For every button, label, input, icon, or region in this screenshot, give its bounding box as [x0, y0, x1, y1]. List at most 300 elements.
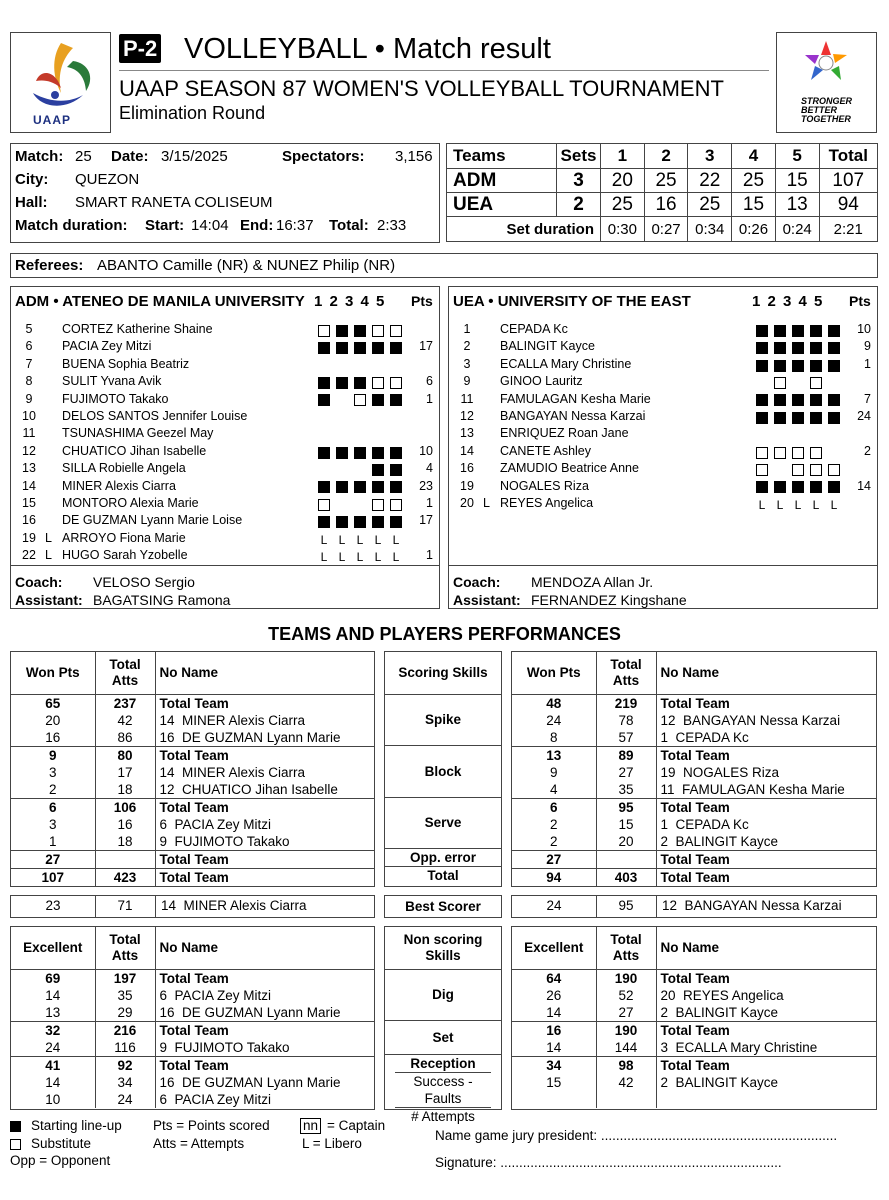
attempts-cell: 106 — [95, 798, 155, 816]
no-play-slot — [828, 429, 840, 441]
team-a-divider — [11, 565, 439, 566]
libero-set-marker: L — [812, 497, 820, 512]
substitute-icon — [354, 394, 366, 406]
attempts-cell: 95 — [596, 798, 656, 816]
col-divider — [656, 896, 657, 917]
skill-name: Serve — [385, 797, 501, 849]
starting-lineup-icon — [318, 342, 330, 354]
attempts-cell: 20 — [596, 833, 656, 851]
player-row — [455, 322, 871, 339]
no-play-slot — [372, 360, 384, 372]
player-row — [11, 816, 374, 833]
libero-set-marker: L — [320, 532, 328, 547]
player-number: 10 — [22, 409, 36, 423]
player-points: 24 — [857, 409, 871, 423]
no-play-slot — [390, 429, 402, 441]
skill-sub-label: # Attempts — [411, 1109, 475, 1125]
legend-libero: L = Libero — [302, 1136, 362, 1151]
libero-set-marker: L — [758, 497, 766, 512]
score-row-adm — [447, 169, 878, 193]
set-duration: 0:26 — [732, 217, 776, 242]
total-team-row — [11, 869, 374, 887]
assistant-label: Assistant: — [453, 592, 521, 608]
player-name: ENRIQUEZ Roan Jane — [500, 426, 629, 441]
sponsor-logo-box — [776, 32, 877, 133]
best-name: 12 BANGAYAN Nessa Karzai — [662, 898, 842, 913]
set-participation — [756, 323, 846, 337]
player-name: CORTEZ Katherine Shaine — [62, 322, 213, 336]
substitute-icon — [774, 447, 786, 459]
starting-lineup-icon — [828, 360, 840, 372]
set-participation — [756, 445, 846, 459]
skills-header: Scoring Skills — [398, 664, 488, 680]
set4-header: 4 — [732, 144, 776, 169]
value-cell: 6 — [11, 798, 95, 816]
player-name: HUGO Sarah Yzobelle — [62, 548, 188, 563]
attempts-cell: 18 — [95, 833, 155, 851]
total-points: 94 — [819, 193, 877, 217]
attempts-cell: 78 — [596, 712, 656, 729]
set1-header: 1 — [601, 144, 645, 169]
starting-lineup-icon — [810, 412, 822, 424]
no-play-slot — [336, 412, 348, 424]
no-play-slot — [774, 429, 786, 441]
starting-lineup-icon — [756, 325, 768, 337]
set-duration-label: Set duration — [447, 217, 601, 242]
player-row — [512, 816, 876, 833]
player-number: 7 — [25, 356, 33, 371]
player-name: CHUATICO Jihan Isabelle — [62, 443, 207, 458]
skill-name: Dig — [385, 969, 501, 1021]
coach-label: Coach: — [15, 574, 63, 590]
name-cell: 2 BALINGIT Kayce — [660, 834, 779, 850]
match-date: 3/15/2025 — [161, 148, 228, 165]
value-cell: 1 — [11, 833, 95, 851]
no-play-slot — [828, 377, 840, 389]
player-row — [455, 357, 871, 374]
player-row — [11, 712, 374, 729]
player-name: DELOS SANTOS Jennifer Louise — [62, 409, 248, 423]
best-name: 14 MINER Alexis Ciarra — [161, 898, 307, 913]
attempts-cell: 16 — [95, 816, 155, 833]
name-cell: Total Team — [656, 1056, 876, 1074]
teams-header: Teams — [447, 144, 557, 169]
header-row — [512, 927, 876, 969]
player-row — [11, 1091, 374, 1108]
player-number: 15 — [22, 496, 36, 510]
player-name: DE GUZMAN Lyann Marie Loise — [62, 513, 243, 528]
starting-lineup-icon — [372, 516, 384, 528]
player-points: 1 — [864, 356, 871, 371]
player-row — [17, 322, 433, 339]
player-name: BANGAYAN Nessa Karzai — [500, 409, 646, 423]
total-label: Total: — [329, 217, 369, 234]
nonscoring-team-b — [511, 926, 877, 1110]
player-name: BUENA Sophia Beatriz — [62, 356, 190, 371]
player-row — [17, 339, 433, 356]
match-label: Match: — [15, 148, 64, 165]
set-participation — [318, 375, 408, 389]
player-number: 9 — [463, 374, 471, 389]
team-b-title: UEA • UNIVERSITY OF THE EAST — [453, 293, 691, 310]
name-cell: Total Team — [155, 869, 374, 887]
starting-lineup-icon — [828, 481, 840, 493]
name-cell: Total Team — [155, 1021, 374, 1039]
no-play-slot — [318, 360, 330, 372]
name-cell: 2 BALINGIT Kayce — [660, 1004, 779, 1020]
attempts-cell: 35 — [596, 781, 656, 799]
substitute-icon — [372, 377, 384, 389]
libero-set-marker: L — [356, 549, 364, 564]
tournament-name: UAAP SEASON 87 WOMEN'S VOLLEYBALL TOURNAMENT — [119, 76, 724, 101]
col-header: No Name — [159, 664, 219, 680]
value-cell: 27 — [512, 851, 596, 869]
best-pts: 24 — [546, 898, 562, 913]
no-play-slot — [354, 360, 366, 372]
no-play-slot — [336, 360, 348, 372]
player-name: CEPADA Kc — [500, 322, 568, 336]
col-divider — [155, 896, 156, 917]
end-label: End: — [240, 217, 274, 234]
skill-row — [385, 694, 501, 746]
team-a-set-numbers: 1 2 3 4 5 — [314, 293, 385, 310]
total-team-row — [512, 851, 876, 869]
attempts-cell: 29 — [95, 1004, 155, 1022]
attempts-cell — [596, 1091, 656, 1108]
value-cell: 16 — [11, 729, 95, 747]
no-play-slot — [792, 429, 804, 441]
skill-row — [385, 797, 501, 849]
set-participation — [318, 340, 408, 354]
value-cell: 48 — [512, 694, 596, 712]
sets-won: 3 — [557, 169, 601, 193]
starting-lineup-icon — [774, 342, 786, 354]
set-participation — [318, 393, 408, 407]
attempts-cell: 15 — [596, 816, 656, 833]
skill-name: Total — [385, 867, 501, 885]
col-header: No Name — [159, 939, 219, 955]
name-cell: 2 BALINGIT Kayce — [660, 1074, 779, 1090]
name-cell: 9 FUJIMOTO Takako — [159, 834, 290, 850]
total-team-row — [11, 851, 374, 869]
set-participation — [318, 549, 408, 564]
attempts-cell: 197 — [95, 969, 155, 987]
value-cell: 15 — [512, 1074, 596, 1091]
player-name: ECALLA Mary Christine — [500, 356, 632, 371]
name-cell: 6 PACIA Zey Mitzi — [159, 816, 272, 832]
starting-lineup-icon — [372, 464, 384, 476]
value-cell: 6 — [512, 798, 596, 816]
set-score: 13 — [775, 193, 819, 217]
player-row — [17, 496, 433, 513]
player-number: 19 — [22, 530, 36, 545]
team-code: UEA — [447, 193, 557, 217]
player-points: 6 — [426, 374, 433, 389]
starting-lineup-icon — [774, 394, 786, 406]
set-duration: 0:27 — [644, 217, 688, 242]
attempts-cell: 24 — [95, 1091, 155, 1108]
attempts-cell: 216 — [95, 1021, 155, 1039]
sponsor-text-2: BETTER — [801, 105, 837, 115]
player-number: 19 — [460, 478, 474, 493]
attempts-cell: 86 — [95, 729, 155, 747]
name-cell: Total Team — [656, 869, 876, 887]
skill-name: Spike — [385, 694, 501, 746]
starting-lineup-icon — [774, 412, 786, 424]
no-play-slot — [354, 499, 366, 511]
total-team-row — [512, 969, 876, 987]
starting-lineup-icon — [828, 342, 840, 354]
name-cell: Total Team — [656, 746, 876, 764]
best-atts: 71 — [117, 898, 133, 913]
value-cell: 4 — [512, 781, 596, 799]
set-participation — [756, 410, 846, 424]
starting-lineup-icon — [336, 481, 348, 493]
no-play-slot — [390, 412, 402, 424]
star-hands-icon — [777, 33, 876, 88]
round-name: Elimination Round — [119, 103, 266, 123]
skill-name — [385, 1055, 501, 1126]
player-points: 2 — [864, 443, 871, 458]
player-row — [512, 1004, 876, 1022]
p2-badge: P-2 — [119, 34, 161, 63]
col-divider — [95, 896, 96, 917]
city-value: QUEZON — [75, 171, 140, 188]
best-scorer-b — [511, 895, 877, 918]
player-row — [455, 409, 871, 426]
no-play-slot — [336, 499, 348, 511]
team-a-roster — [10, 286, 440, 609]
player-number: 9 — [25, 391, 33, 406]
starting-lineup-icon — [810, 360, 822, 372]
substitute-icon — [828, 464, 840, 476]
player-number: 1 — [463, 322, 471, 336]
player-row — [17, 444, 433, 461]
starting-lineup-icon — [774, 325, 786, 337]
attempts-cell: 17 — [95, 764, 155, 781]
libero-marker: L — [45, 548, 52, 563]
set-participation — [318, 514, 408, 528]
set5-header: 5 — [775, 144, 819, 169]
player-row — [455, 339, 871, 356]
player-number: 14 — [22, 478, 36, 493]
name-cell: 1 CEPADA Kc — [660, 729, 749, 745]
no-play-slot — [792, 377, 804, 389]
starting-lineup-icon — [354, 516, 366, 528]
player-points: 10 — [419, 443, 433, 458]
player-row — [17, 461, 433, 478]
player-row — [455, 479, 871, 496]
value-cell: 13 — [11, 1004, 95, 1022]
value-cell — [512, 1091, 596, 1108]
no-play-slot — [318, 412, 330, 424]
best-atts: 95 — [618, 898, 634, 913]
substitute-icon — [390, 325, 402, 337]
referees-value: ABANTO Camille (NR) & NUNEZ Philip (NR) — [97, 257, 396, 274]
player-row — [11, 729, 374, 747]
skill-sub-label: Success - Faults — [395, 1072, 491, 1108]
attempts-cell: 34 — [95, 1074, 155, 1091]
date-label: Date: — [111, 148, 149, 165]
libero-marker: L — [483, 496, 490, 510]
total-team-row — [11, 798, 374, 816]
substitute-icon — [792, 464, 804, 476]
substitute-icon — [756, 464, 768, 476]
name-cell: 20 REYES Angelica — [660, 987, 784, 1003]
value-cell: 34 — [512, 1056, 596, 1074]
player-row — [11, 1074, 374, 1091]
substitute-icon — [774, 377, 786, 389]
duration-label: Match duration: — [15, 217, 128, 234]
set-participation — [756, 462, 846, 476]
player-name: ARROYO Fiona Marie — [62, 530, 186, 545]
libero-set-marker: L — [320, 549, 328, 564]
substitute-icon — [10, 1139, 21, 1150]
starting-lineup-icon — [774, 360, 786, 372]
signature-line: Signature: ........................................................................... — [435, 1155, 782, 1170]
set-score: 25 — [732, 169, 776, 193]
attempts-cell: 42 — [95, 712, 155, 729]
col-header: Total Atts — [596, 652, 656, 694]
value-cell: 32 — [11, 1021, 95, 1039]
substitute-icon — [372, 499, 384, 511]
value-cell: 24 — [512, 712, 596, 729]
skill-row — [385, 849, 501, 867]
set-participation — [756, 480, 846, 494]
player-row — [17, 531, 433, 548]
coach-name: VELOSO Sergio — [93, 574, 195, 590]
best-scorer-label: Best Scorer — [384, 895, 502, 918]
set-duration-row — [447, 217, 878, 242]
name-cell: Total Team — [656, 969, 876, 987]
match-info-box — [10, 143, 440, 243]
col-header: Total Atts — [95, 927, 155, 969]
player-name: SULIT Yvana Avik — [62, 374, 162, 389]
player-name: GINOO Lauritz — [500, 374, 583, 389]
value-cell: 64 — [512, 969, 596, 987]
value-cell: 26 — [512, 987, 596, 1004]
player-row — [512, 1091, 876, 1108]
total-team-row — [512, 746, 876, 764]
player-row — [455, 496, 871, 513]
team-b-roster — [448, 286, 878, 609]
score-row-uea — [447, 193, 878, 217]
libero-marker: L — [45, 530, 52, 545]
total-team-row — [512, 1056, 876, 1074]
value-cell: 3 — [11, 816, 95, 833]
sets-header: Sets — [557, 144, 601, 169]
value-cell: 41 — [11, 1056, 95, 1074]
header-row — [385, 652, 501, 694]
header-row — [512, 652, 876, 694]
skill-name: Block — [385, 746, 501, 798]
set-participation — [756, 427, 846, 441]
value-cell: 69 — [11, 969, 95, 987]
starting-lineup-icon — [390, 464, 402, 476]
value-cell: 107 — [11, 869, 95, 887]
player-row — [512, 1074, 876, 1091]
substitute-icon — [810, 464, 822, 476]
name-cell: Total Team — [155, 851, 374, 869]
total-team-row — [11, 746, 374, 764]
starting-lineup-icon — [756, 342, 768, 354]
value-cell: 2 — [512, 833, 596, 851]
value-cell: 2 — [512, 816, 596, 833]
starting-lineup-icon — [390, 481, 402, 493]
starting-lineup-icon — [792, 481, 804, 493]
col-header: Won Pts — [512, 652, 596, 694]
team-b-divider — [449, 565, 877, 566]
substitute-icon — [810, 447, 822, 459]
name-cell: 1 CEPADA Kc — [660, 816, 749, 832]
sets-won: 2 — [557, 193, 601, 217]
attempts-cell: 35 — [95, 987, 155, 1004]
set-participation — [756, 358, 846, 372]
set-score: 16 — [644, 193, 688, 217]
value-cell: 65 — [11, 694, 95, 712]
player-name: ZAMUDIO Beatrice Anne — [500, 461, 639, 476]
starting-lineup-icon — [318, 394, 330, 406]
total-points: 107 — [819, 169, 877, 193]
attempts-cell: 27 — [596, 764, 656, 781]
col-divider — [596, 896, 597, 917]
set-participation — [318, 358, 408, 372]
no-play-slot — [354, 429, 366, 441]
value-cell: 27 — [11, 851, 95, 869]
player-points: 23 — [419, 478, 433, 493]
assistant-name: FERNANDEZ Kingshane — [531, 592, 687, 608]
set3-header: 3 — [688, 144, 732, 169]
name-cell: Total Team — [155, 1056, 374, 1074]
col-header: No Name — [660, 664, 720, 680]
hall-value: SMART RANETA COLISEUM — [75, 194, 273, 211]
set-duration: 0:24 — [775, 217, 819, 242]
starting-lineup-icon — [336, 377, 348, 389]
set-participation — [756, 375, 846, 389]
skill-row — [385, 746, 501, 798]
player-row — [11, 1039, 374, 1057]
player-row — [512, 764, 876, 781]
no-play-slot — [336, 429, 348, 441]
scoring-skills — [384, 651, 502, 887]
attempts-cell: 57 — [596, 729, 656, 747]
no-play-slot — [774, 464, 786, 476]
total-team-row — [11, 1056, 374, 1074]
player-name: REYES Angelica — [500, 496, 594, 510]
scoring-team-a — [10, 651, 375, 887]
player-row — [455, 444, 871, 461]
match-number: 25 — [75, 148, 92, 165]
skill-row — [385, 867, 501, 885]
legend-substitute: Substitute — [31, 1136, 92, 1151]
player-row — [17, 357, 433, 374]
name-cell: Total Team — [656, 1021, 876, 1039]
attempts-cell: 42 — [596, 1074, 656, 1091]
title-rule — [119, 70, 769, 71]
value-cell: 9 — [512, 764, 596, 781]
attempts-cell — [596, 851, 656, 869]
player-row — [512, 833, 876, 851]
starting-lineup-icon — [792, 360, 804, 372]
set-participation — [756, 393, 846, 407]
player-row — [512, 1039, 876, 1057]
player-row — [11, 987, 374, 1004]
starting-lineup-icon — [372, 342, 384, 354]
set-duration: 0:30 — [601, 217, 645, 242]
col-header: Excellent — [512, 927, 596, 969]
player-row — [17, 479, 433, 496]
player-number: 11 — [22, 426, 36, 441]
